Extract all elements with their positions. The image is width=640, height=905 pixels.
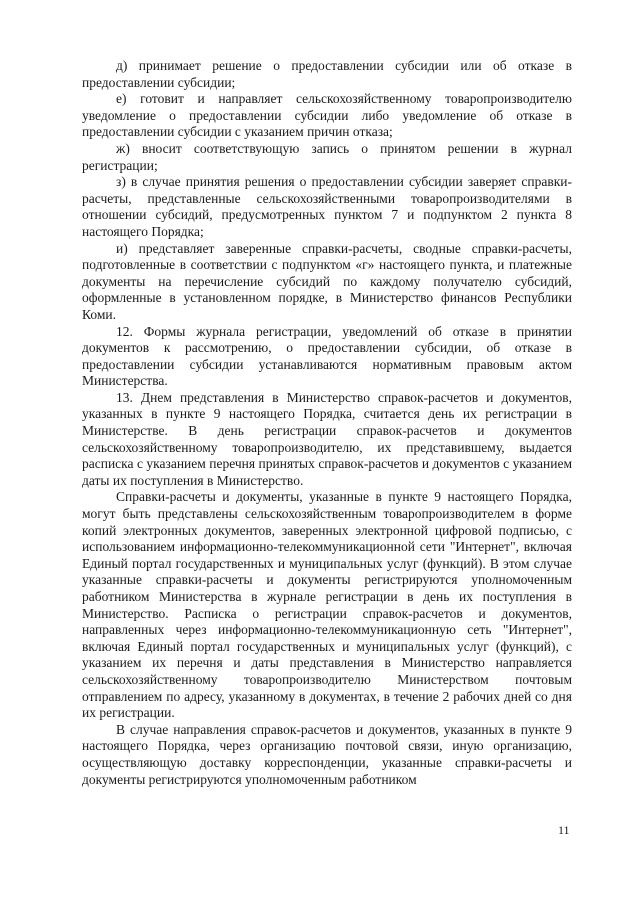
paragraph-postal-submission: В случае направления справок-расчетов и документов, указанных в пункте 9 настоящего Порядка, через организацию почтовой связи, иную организацию, осуществляющую доставку корреспонденции, указанные справки-расчеты и документы регистрируются уполномоченным работником [82, 721, 572, 787]
paragraph-electronic-submission: Справки-расчеты и документы, указанные в пункте 9 настоящего Порядка, могут быть представлены сельскохозяйственным товаропроизводителем в форме копий электронных документов, заверенных электронной цифровой подписью, с использованием информационно-телекоммуникационной сети "Интернет", включая Единый портал государственных и муниципальных услуг (функций). В этом случае указанные справки-расчеты и документы регистрируются уполномоченным работником Министерства в журнале регистрации в день их поступления в Министерство. Расписка о регистрации справок-расчетов и документов, направленных через информационно-телекоммуникационную сеть "Интернет", включая Единый портал государственных и муниципальных услуг (функций), с указанием их перечня и даты представления в Министерство направляется сельскохозяйственному товаропроизводителю Министерством почтовым отправлением по адресу, указанному в документах, в течение 2 рабочих дней со дня их регистрации. [82, 489, 572, 721]
paragraph-z: з) в случае принятия решения о предоставлении субсидии заверяет справки-расчеты, представленные сельскохозяйственными товаропроизводителями в отношении субсидий, предусмотренных пунктом 7 и подпунктом 2 пункта 8 настоящего Порядка; [82, 174, 572, 239]
document-body [82, 58, 572, 788]
paragraph-i: и) представляет заверенные справки-расчеты, сводные справки-расчеты, подготовленные в соответствии с подпунктом «г» настоящего пункта, и платежные документы на перечисление субсидий по каждому получателю субсидий, оформленные в установленном порядке, в Министерство финансов Республики Коми. [82, 240, 572, 322]
paragraph-12: 12. Формы журнала регистрации, уведомлений об отказе в принятии документов к рассмотрению, о предоставлении субсидии, об отказе в предоставлении субсидии устанавливаются нормативным правовым актом Министерства. [82, 323, 572, 389]
paragraph-13: 13. Днем представления в Министерство справок-расчетов и документов, указанных в пункте 9 настоящего Порядка, считается день их регистрации в Министерстве. В день регистрации справок-расчетов и документов сельскохозяйственному товаропроизводителю, их представившему, выдается расписка с указанием перечня принятых справок-расчетов и документов с указанием даты их поступления в Министерство. [82, 389, 572, 488]
paragraph-e: е) готовит и направляет сельскохозяйственному товаропроизводителю уведомление о предоставлении субсидии либо уведомление об отказе в предоставлении субсидии с указанием причин отказа; [82, 91, 572, 140]
paragraph-d: д) принимает решение о предоставлении субсидии или об отказе в предоставлении субсидии; [82, 58, 572, 90]
paragraph-zh: ж) вносит соответствующую запись о принятом решении в журнал регистрации; [82, 140, 572, 173]
page-number: 11 [558, 823, 570, 837]
